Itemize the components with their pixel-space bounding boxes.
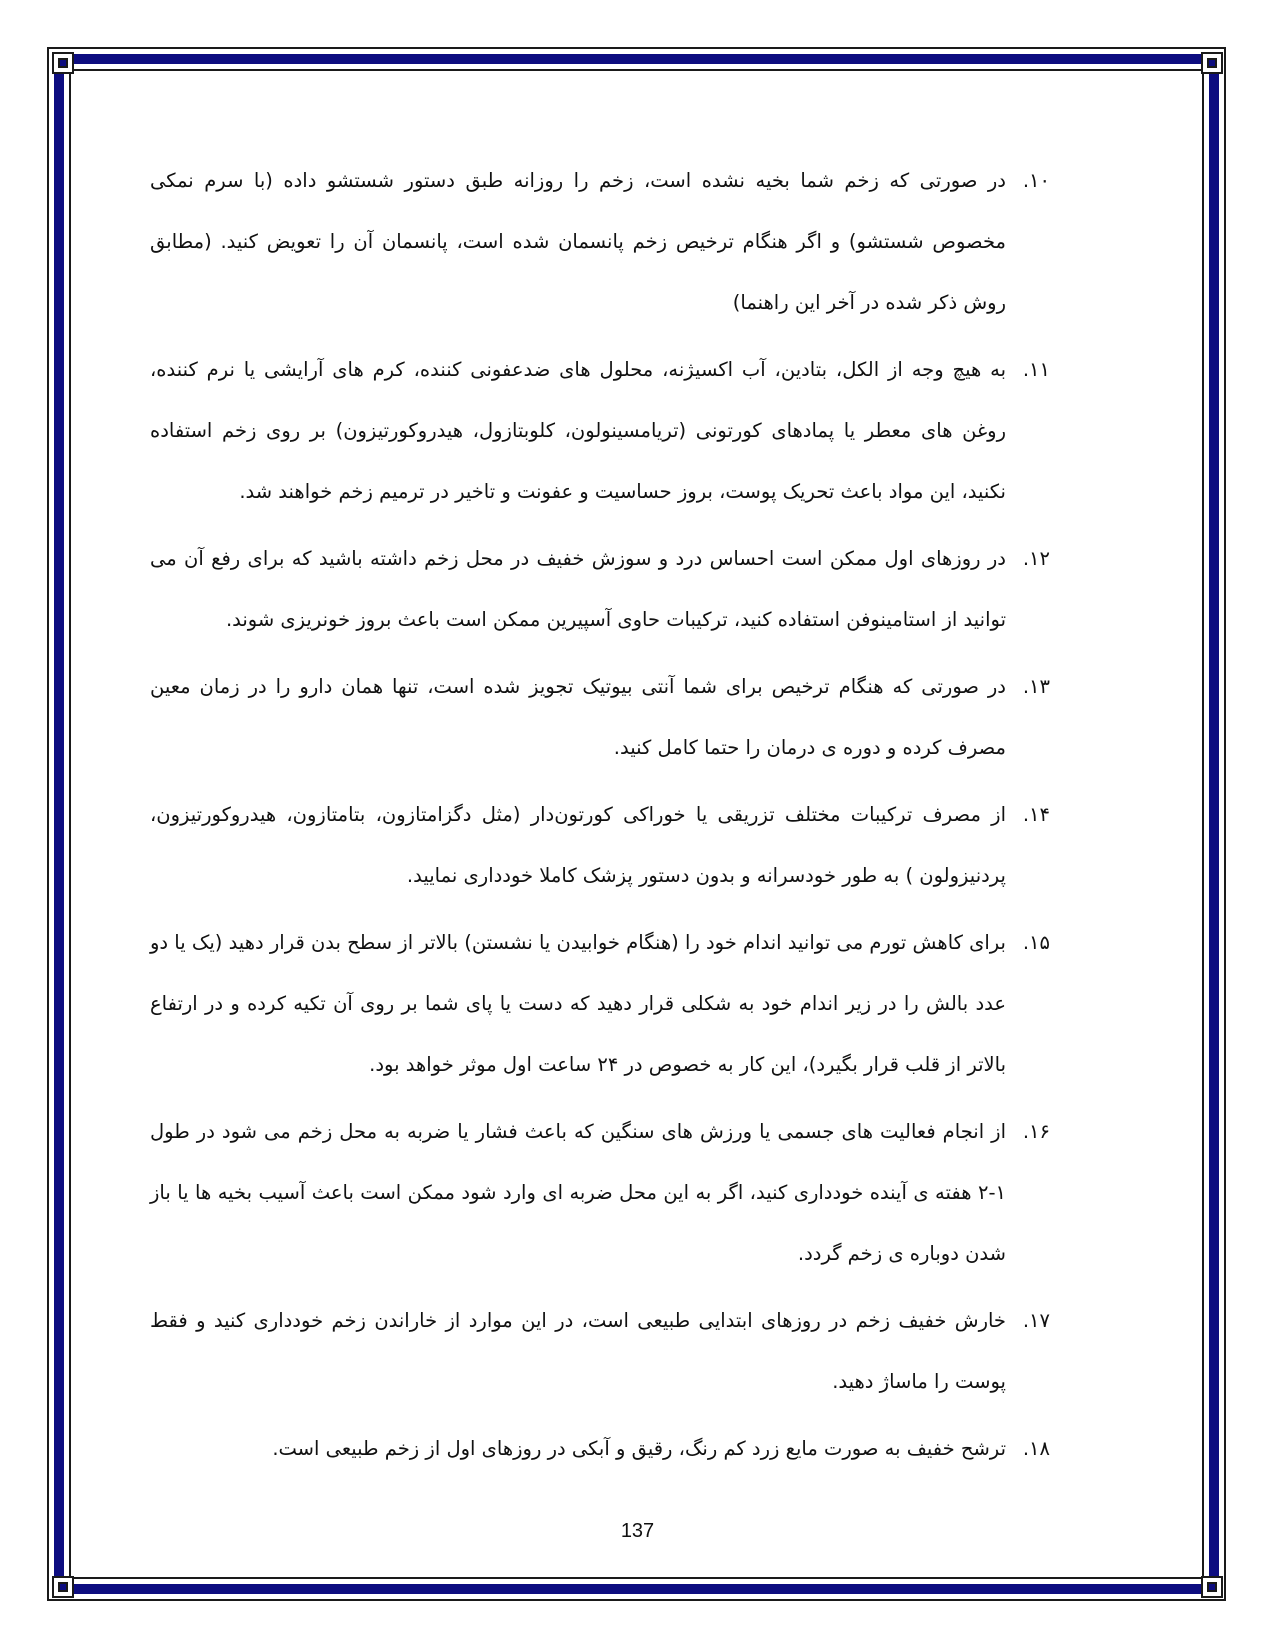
list-item <box>150 656 1050 778</box>
item-number: ۱۴. <box>1022 803 1050 826</box>
list-item <box>150 339 1050 522</box>
corner-ornament-top-right <box>1201 52 1223 74</box>
item-number: ۱۲. <box>1022 547 1050 570</box>
list-item <box>150 528 1050 650</box>
item-text: ترشح خفیف به صورت مایع زرد کم رنگ، رقیق و آبکی در روزهای اول از زخم طبیعی است. <box>272 1437 1006 1460</box>
item-text: در صورتی که زخم شما بخیه نشده است، زخم را روزانه طبق دستور شستشو داده (با سرم نمکی مخصوص شستشو) و اگر هنگام ترخیص زخم پانسمان شده است، پانسمان آن را تعویض کنید. (مطابق روش ذکر شده در آخر این راهنما) <box>150 169 1006 314</box>
list-item <box>150 1290 1050 1412</box>
item-text: برای کاهش تورم می توانید اندام خود را (هنگام خوابیدن یا نشستن) بالاتر از سطح بدن قرار دهید (یک یا دو عدد بالش را در زیر اندام خود به شکلی قرار دهید که دست یا پای شما بر روی آن تکیه کرده و در ارتفاع بالاتر از قلب قرار بگیرد)، این کار به خصوص در ۲۴ ساعت اول موثر خواهد بود. <box>150 931 1006 1076</box>
list-item <box>150 1101 1050 1284</box>
item-text: به هیچ وجه از الکل، بتادین، آب اکسیژنه، محلول های ضدعفونی کننده، کرم های آرایشی یا نرم کننده، روغن های معطر یا پمادهای کورتونی (تریامسینولون، کلوبتازول، هیدروکورتیزون) بر روی زخم استفاده نکنید، این مواد باعث تحریک پوست، بروز حساسیت و عفونت و تاخیر در ترمیم زخم خواهند شد. <box>150 358 1006 503</box>
item-text: در صورتی که هنگام ترخیص برای شما آنتی بیوتیک تجویز شده است، تنها همان دارو را در زمان معین مصرف کرده و دوره ی درمان را حتما کامل کنید. <box>150 675 1006 759</box>
corner-ornament-top-left <box>52 52 74 74</box>
item-number: ۱۳. <box>1022 675 1050 698</box>
item-number: ۱۷. <box>1022 1309 1050 1332</box>
item-number: ۱۱. <box>1022 358 1050 381</box>
item-text: در روزهای اول ممکن است احساس درد و سوزش خفیف در محل زخم داشته باشید که برای رفع آن می توانید از استامینوفن استفاده کنید، ترکیبات حاوی آسپیرین ممکن است باعث بروز خونریزی شوند. <box>150 547 1006 631</box>
corner-ornament-bottom-right <box>1201 1576 1223 1598</box>
item-text: از مصرف ترکیبات مختلف تزریقی یا خوراکی کورتون‌دار (مثل دگزامتازون، بتامتازون، هیدروکورتیزون، پردنیزولون ) به طور خودسرانه و بدون دستور پزشک کاملا خودداری نمایید. <box>150 803 1006 887</box>
item-number: ۱۶. <box>1022 1120 1050 1143</box>
item-number: ۱۰. <box>1022 169 1050 192</box>
list-item <box>150 150 1050 333</box>
page-number: 137 <box>620 1520 655 1542</box>
corner-ornament-bottom-left <box>52 1576 74 1598</box>
item-text: خارش خفیف زخم در روزهای ابتدایی طبیعی است، در این موارد از خاراندن زخم خودداری کنید و فقط پوست را ماساژ دهید. <box>150 1309 1006 1393</box>
list-item <box>150 784 1050 906</box>
item-number: ۱۸. <box>1022 1437 1050 1460</box>
item-number: ۱۵. <box>1022 931 1050 954</box>
numbered-instructions-list <box>150 150 1050 1485</box>
list-item <box>150 1418 1050 1479</box>
item-text: از انجام فعالیت های جسمی یا ورزش های سنگین که باعث فشار یا ضربه به محل زخم می شود در طول ۱-۲ هفته ی آینده خودداری کنید، اگر به این محل ضربه ای وارد شود ممکن است باعث آسیب بخیه ها یا باز شدن دوباره ی زخم گردد. <box>150 1120 1006 1265</box>
list-item <box>150 912 1050 1095</box>
